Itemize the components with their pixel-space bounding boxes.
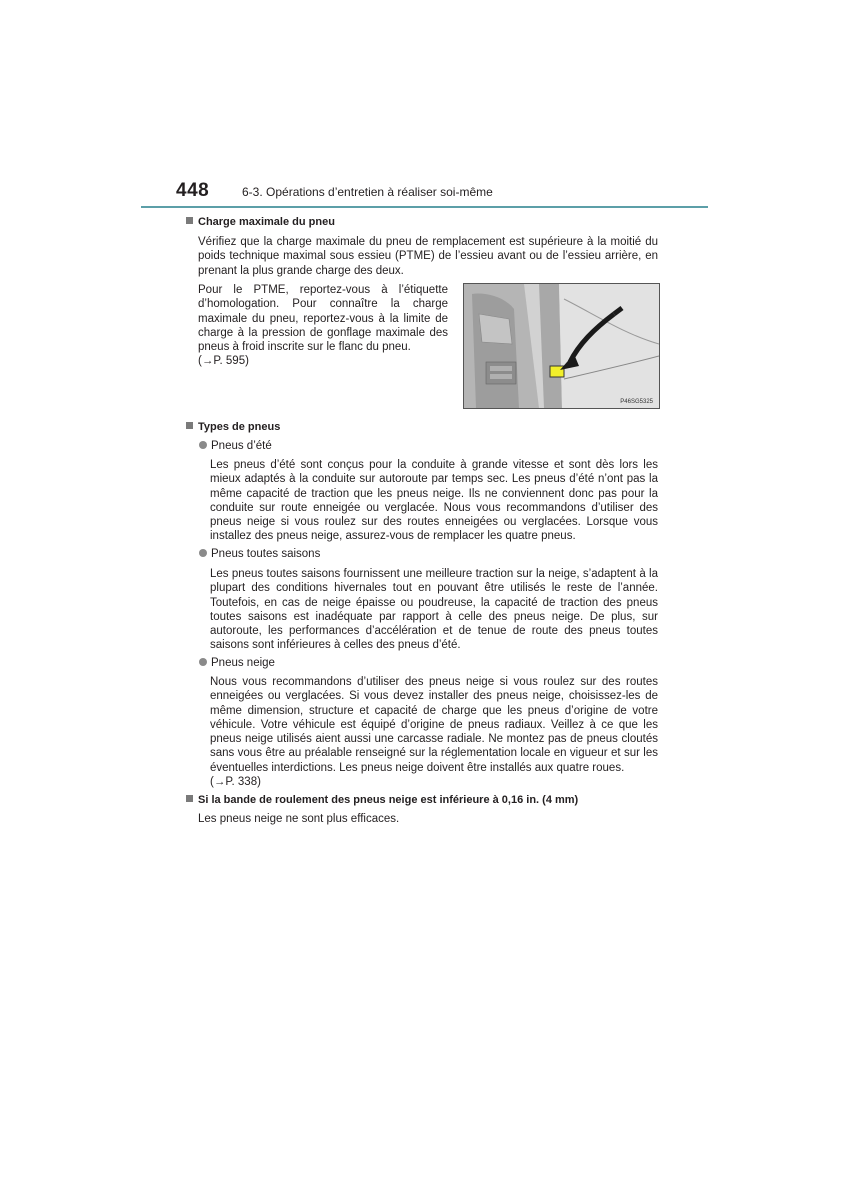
square-bullet-icon [186,795,193,802]
square-bullet-icon [186,217,193,224]
section-heading-types: Types de pneus [186,421,280,433]
door-pillar-image [464,284,659,408]
charge-ref: (→P. 595) [198,355,249,367]
circle-bullet-icon [199,658,207,666]
snow-text: Nous vous recommandons d’utiliser des pneus neige si vous roulez sur des routes enneigées ou verglacées. Si vous devez installer des pneus neige, choisissez-les de même dimension, structure et capacité de charge que les pneus d’origine de votre véhicule. Votre véhicule est équipé d’origine de pneus radiaux. Veillez à ce que les pneus neige utilisés aient aussi une carcasse radiale. Ne montez pas de pneus cloutés sans vous être au préalable renseigné sur la réglementation locale en vigueur et sur les éventuelles interdictions. Les pneus neige doivent être installés aux quatre roues. [210,676,658,774]
subheading-snow: Pneus neige [199,657,275,669]
allseason-text: Les pneus toutes saisons fournissent une meilleure traction sur la neige, s’adaptent à la plupart des conditions hivernales tout en pouvant être utilisés le reste de l’année. Toutefois, en cas de neige épaisse ou poudreuse, la capacité de traction des pneus toutes saisons est inadéquate par rapport à celle des pneus neige. De plus, sur autoroute, les performances d’accélération et de tenue de route des pneus toutes saisons sont inférieures à celles des pneus d’été. [210,568,658,652]
section-heading-charge: Charge maximale du pneu [186,216,335,228]
tread-text: Les pneus neige ne sont plus efficaces. [198,813,400,825]
subheading-allseason: Pneus toutes saisons [199,548,320,560]
circle-bullet-icon [199,441,207,449]
chapter-title: 6-3. Opérations d’entretien à réaliser soi-même [242,185,493,199]
charge-detail: Pour le PTME, reportez-vous à l’étiquette d’homologation. Pour connaître la charge maximale du pneu, reportez-vous à la limite de charge à la pression de gonflage maximale des pneus à froid inscrite sur le flanc du pneu. [198,284,448,354]
snow-ref: (→P. 338) [210,776,261,788]
tire-label-illustration [463,283,660,409]
square-bullet-icon [186,422,193,429]
circle-bullet-icon [199,549,207,557]
charge-intro: Vérifiez que la charge maximale du pneu de remplacement est supérieure à la moitié du poids technique maximal sous essieu (PTME) de l’essieu avant ou de l’essieu arrière, en prenant la plus grande charge des deux. [198,236,658,277]
page-number: 448 [176,180,210,201]
figure-code: P46SG5325 [620,399,653,405]
subheading-summer: Pneus d’été [199,440,272,452]
summer-text: Les pneus d’été sont conçus pour la conduite à grande vitesse et sont dès lors les mieux adaptés à la conduite sur autoroute par temps sec. Les pneus d’été n’ont pas la même capacité de traction que les pneus neige. Ils ne conviennent donc pas pour la conduite sur route enneigée ou verglacée. Nous vous recommandons d’utiliser des pneus neige si vous roulez sur des routes enneigées ou verglacées. Lorsque vous installez des pneus neige, assurez-vous de remplacer les quatre pneus. [210,459,658,543]
section-heading-tread: Si la bande de roulement des pneus neige est inférieure à 0,16 in. (4 mm) [186,794,578,806]
header-rule [141,206,708,208]
